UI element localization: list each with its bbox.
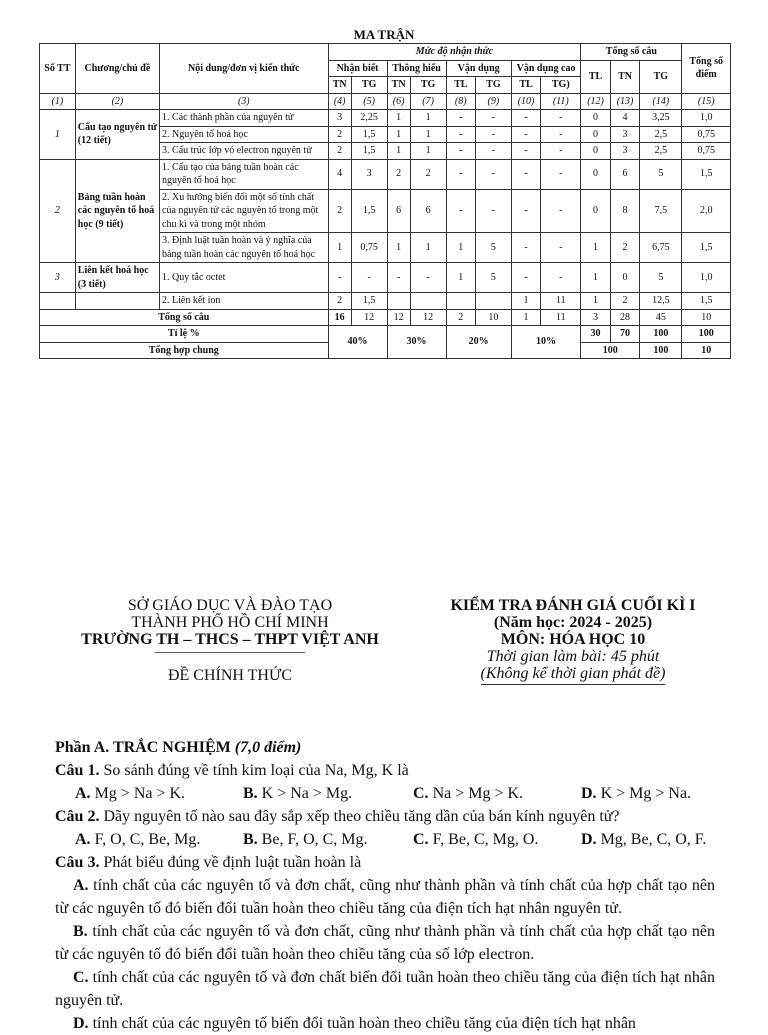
value-cell: 0 <box>581 110 610 127</box>
value-cell: - <box>541 233 581 263</box>
question-3: Câu 3. Phát biểu đúng về định luật tuần hoàn là <box>55 854 362 871</box>
option-b: B. tính chất của các nguyên tố và đơn chất, cũng như thành phần và tính chất của hợp chất tạo nên từ các nguyên tố đó biến đổi tuần hoàn theo chiều tăng của số lớp electron. <box>55 923 716 963</box>
value-cell: - <box>541 189 581 233</box>
exam-title: KIỂM TRA ĐÁNH GIÁ CUỐI KÌ I <box>450 597 696 614</box>
total-cell: 12 <box>410 309 446 326</box>
value-cell: 1 <box>328 233 351 263</box>
duration: Thời gian làm bài: 45 phút <box>486 648 660 665</box>
value-cell: - <box>446 110 475 127</box>
vd-tl-header: TL <box>446 77 475 94</box>
total-cell: 45 <box>640 309 682 326</box>
nhan-biet-header: Nhận biết <box>328 60 387 77</box>
th-tg-header: TG <box>410 77 446 94</box>
chapter-name: Cấu tạo nguyên tử (12 tiết) <box>75 110 159 160</box>
value-cell: - <box>541 143 581 160</box>
school-name: TRƯỜNG TH – THCS – THPT VIỆT ANH <box>81 631 379 648</box>
value-cell: 1 <box>387 126 410 143</box>
value-cell: 1,0 <box>682 263 731 293</box>
value-cell: 1,5 <box>682 159 731 189</box>
option-d: D. Mg, Be, C, O, F. <box>581 831 707 848</box>
header-row-1 <box>40 44 731 61</box>
value-cell: 1,0 <box>682 110 731 127</box>
total-cell: 11 <box>541 309 581 326</box>
value-cell: 0,75 <box>351 233 387 263</box>
col-number: (15) <box>682 93 731 110</box>
value-cell: 6 <box>387 189 410 233</box>
chapter-number: 3 <box>40 263 76 293</box>
value-cell: - <box>511 263 540 293</box>
ratio-cell: 70 <box>610 326 639 343</box>
th-tn-header: TN <box>387 77 410 94</box>
value-cell: 1 <box>410 233 446 263</box>
thong-hieu-header: Thông hiểu <box>387 60 446 77</box>
value-cell: 6 <box>610 159 639 189</box>
col-number: (10) <box>511 93 540 110</box>
value-cell: 2 <box>610 293 639 310</box>
value-cell: 0 <box>581 159 610 189</box>
department-name: SỞ GIÁO DỤC VÀ ĐÀO TẠO <box>127 597 333 614</box>
ratio-label: Tỉ lệ % <box>40 326 329 343</box>
chapter-name: Bảng tuần hoàn các nguyên tố hoá học (9 tiết) <box>75 159 159 263</box>
value-cell: 0,75 <box>682 126 731 143</box>
value-cell: 2 <box>387 159 410 189</box>
value-cell: 0 <box>581 126 610 143</box>
content-cell: 2. Xu hướng biến đổi một số tính chất của nguyên tử các nguyên tố trong một chu kì và trong một nhóm <box>160 189 329 233</box>
duration-note: (Không kể thời gian phát đề) <box>481 665 666 685</box>
total-cell: 10 <box>475 309 511 326</box>
option-d: D. K > Mg > Na. <box>581 785 692 802</box>
chuong-header: Chương/chủ đề <box>75 44 159 94</box>
total-cell: 10 <box>682 309 731 326</box>
ratio-cell: 100 <box>682 326 731 343</box>
option-c: C. F, Be, C, Mg, O. <box>413 831 539 848</box>
value-cell: 4 <box>328 159 351 189</box>
header-divider <box>155 652 305 653</box>
value-cell: 1,5 <box>351 126 387 143</box>
nb-tg-header: TG <box>351 77 387 94</box>
content-cell: 1. Quy tắc octet <box>160 263 329 293</box>
value-cell: 5 <box>640 159 682 189</box>
content-cell: 2. Liên kết ion <box>160 293 329 310</box>
empty-cell <box>40 293 76 310</box>
knowledge-matrix-table <box>39 43 731 359</box>
value-cell: - <box>446 143 475 160</box>
matrix-title: MA TRẬN <box>353 27 415 42</box>
column-number-row <box>40 93 731 110</box>
subject: MÔN: HÓA HỌC 10 <box>500 631 646 648</box>
ratio-row <box>40 326 731 343</box>
value-cell: 0 <box>581 143 610 160</box>
option-b: B. Be, F, O, C, Mg. <box>243 831 368 848</box>
school-year: (Năm học: 2024 - 2025) <box>493 614 653 631</box>
value-cell: 1 <box>410 110 446 127</box>
vd-tg-header: TG <box>475 77 511 94</box>
value-cell: 4 <box>610 110 639 127</box>
col-number: (13) <box>610 93 639 110</box>
option-d: D. tính chất của các nguyên tố biến đổi tuần hoàn theo chiều tăng của điện tích hạt nhân <box>73 1015 636 1032</box>
value-cell: 1 <box>410 126 446 143</box>
tl-total-header: TL <box>581 60 610 93</box>
van-dung-header: Vận dụng <box>446 60 511 77</box>
col-number: (11) <box>541 93 581 110</box>
value-cell: 8 <box>610 189 639 233</box>
col-number: (3) <box>160 93 329 110</box>
value-cell: 2 <box>328 126 351 143</box>
question-1-options <box>55 782 715 805</box>
value-cell: 1 <box>446 263 475 293</box>
value-cell: 0 <box>581 189 610 233</box>
value-cell: 2,0 <box>682 189 731 233</box>
value-cell: 2 <box>610 233 639 263</box>
value-cell: 1 <box>581 233 610 263</box>
col-number: (2) <box>75 93 159 110</box>
total-cell: 1 <box>511 309 540 326</box>
total-row <box>40 309 731 326</box>
col-number: (7) <box>410 93 446 110</box>
value-cell: - <box>351 263 387 293</box>
empty-cell <box>75 293 159 310</box>
option-c: C. tính chất của các nguyên tố và đơn chất biến đổi tuần hoàn theo chiều tăng của điện tích hạt nhân nguyên tử. <box>55 969 716 1009</box>
value-cell: 1 <box>410 143 446 160</box>
ratio-van-dung: 20% <box>446 326 511 359</box>
vdc-tl-header: TL <box>511 77 540 94</box>
col-number: (6) <box>387 93 410 110</box>
ratio-thong-hieu: 30% <box>387 326 446 359</box>
value-cell: 0,75 <box>682 143 731 160</box>
general-cell: 100 <box>640 342 682 359</box>
value-cell: 1 <box>387 143 410 160</box>
total-cell: 12 <box>351 309 387 326</box>
ratio-nhan-biet: 40% <box>328 326 387 359</box>
value-cell: - <box>475 126 511 143</box>
value-cell: 3 <box>328 110 351 127</box>
value-cell: - <box>446 189 475 233</box>
total-label: Tổng số câu <box>40 309 329 326</box>
col-number: (4) <box>328 93 351 110</box>
value-cell: - <box>511 143 540 160</box>
value-cell: - <box>475 110 511 127</box>
total-cell: 16 <box>328 309 351 326</box>
van-dung-cao-header: Vận dụng cao <box>511 60 581 77</box>
value-cell: - <box>541 126 581 143</box>
value-cell: - <box>475 143 511 160</box>
value-cell: 2,25 <box>351 110 387 127</box>
value-cell: 1,5 <box>682 293 731 310</box>
section-title: Phần A. TRẮC NGHIỆM (7,0 điểm) <box>55 739 302 756</box>
total-cell: 12 <box>387 309 410 326</box>
tg-total-header: TG <box>640 60 682 93</box>
value-cell: - <box>541 263 581 293</box>
chapter-number: 1 <box>40 110 76 160</box>
official-exam-label: ĐỀ CHÍNH THỨC <box>167 667 293 684</box>
exam-body <box>55 736 715 1035</box>
chapter-number: 2 <box>40 159 76 263</box>
school-header <box>60 597 400 684</box>
value-cell: - <box>511 126 540 143</box>
value-cell <box>410 293 446 310</box>
content-cell: 3. Cấu trúc lớp vỏ electron nguyên tử <box>160 143 329 160</box>
value-cell: 1 <box>387 233 410 263</box>
value-cell: 11 <box>541 293 581 310</box>
value-cell: 1 <box>387 110 410 127</box>
col-number: (12) <box>581 93 610 110</box>
content-cell: 1. Các thành phần của nguyên tử <box>160 110 329 127</box>
col-number: (1) <box>40 93 76 110</box>
city-name: THÀNH PHỐ HỒ CHÍ MINH <box>131 614 329 631</box>
value-cell: 5 <box>475 233 511 263</box>
content-cell: 2. Nguyên tố hoá học <box>160 126 329 143</box>
option-c: C. Na > Mg > K. <box>413 785 524 802</box>
table-row <box>40 110 731 127</box>
tn-total-header: TN <box>610 60 639 93</box>
value-cell: 12,5 <box>640 293 682 310</box>
table-row <box>40 159 731 189</box>
value-cell: 0 <box>610 263 639 293</box>
vdc-tg-header: TG) <box>541 77 581 94</box>
value-cell: 1 <box>581 263 610 293</box>
value-cell: 7,5 <box>640 189 682 233</box>
value-cell: - <box>511 233 540 263</box>
value-cell: - <box>328 263 351 293</box>
tong-so-cau-header: Tổng số câu <box>581 44 682 61</box>
value-cell: - <box>541 159 581 189</box>
value-cell: 1 <box>446 233 475 263</box>
value-cell: 1 <box>581 293 610 310</box>
value-cell: 1,5 <box>682 233 731 263</box>
ratio-cell: 30 <box>581 326 610 343</box>
exam-title-block <box>408 597 738 685</box>
total-cell: 3 <box>581 309 610 326</box>
value-cell: 6,75 <box>640 233 682 263</box>
total-cell: 28 <box>610 309 639 326</box>
value-cell <box>475 293 511 310</box>
value-cell: - <box>511 159 540 189</box>
value-cell: 5 <box>640 263 682 293</box>
value-cell <box>387 293 410 310</box>
value-cell: 2,5 <box>640 143 682 160</box>
option-b: B. K > Na > Mg. <box>243 785 353 802</box>
value-cell: 2 <box>410 159 446 189</box>
nb-tn-header: TN <box>328 77 351 94</box>
value-cell: 3,25 <box>640 110 682 127</box>
value-cell: 2,5 <box>640 126 682 143</box>
ratio-cell: 100 <box>640 326 682 343</box>
col-number: (9) <box>475 93 511 110</box>
question-2: Câu 2. Dãy nguyên tố nào sau đây sắp xếp theo chiều tăng dần của bán kính nguyên tử? <box>55 808 620 825</box>
noi-dung-header: Nội dung/đơn vị kiến thức <box>160 44 329 94</box>
chapter-name: Liên kết hoá học (3 tiết) <box>75 263 159 293</box>
value-cell: - <box>475 159 511 189</box>
question-1: Câu 1. So sánh đúng về tính kim loại của Na, Mg, K là <box>55 762 409 779</box>
col-number: (5) <box>351 93 387 110</box>
value-cell: 1,5 <box>351 293 387 310</box>
general-cell: 100 <box>581 342 640 359</box>
value-cell: - <box>446 159 475 189</box>
value-cell: 2 <box>328 143 351 160</box>
value-cell: 3 <box>351 159 387 189</box>
col-number: (14) <box>640 93 682 110</box>
value-cell: - <box>387 263 410 293</box>
value-cell: 2 <box>328 189 351 233</box>
value-cell: - <box>475 189 511 233</box>
content-cell: 1. Cấu tạo của bảng tuần hoàn các nguyên tố hoá học <box>160 159 329 189</box>
value-cell: 1,5 <box>351 143 387 160</box>
option-a: A. F, O, C, Be, Mg. <box>75 831 201 848</box>
value-cell <box>446 293 475 310</box>
ratio-van-dung-cao: 10% <box>511 326 581 359</box>
value-cell: - <box>511 110 540 127</box>
value-cell: - <box>410 263 446 293</box>
question-2-options <box>55 828 715 851</box>
content-cell: 3. Định luật tuần hoàn và ý nghĩa của bảng tuần hoàn các nguyên tố hoá học <box>160 233 329 263</box>
value-cell: 2 <box>328 293 351 310</box>
value-cell: 1,5 <box>351 189 387 233</box>
value-cell: - <box>511 189 540 233</box>
value-cell: 1 <box>511 293 540 310</box>
muc-do-header: Mức độ nhận thức <box>328 44 581 61</box>
value-cell: - <box>446 126 475 143</box>
option-a: A. Mg > Na > K. <box>75 785 186 802</box>
table-row <box>40 293 731 310</box>
value-cell: 3 <box>610 143 639 160</box>
value-cell: 5 <box>475 263 511 293</box>
value-cell: - <box>541 110 581 127</box>
option-a: A. tính chất của các nguyên tố và đơn chất, cũng như thành phần và tính chất của hợp chất tạo nên từ các nguyên tố đó biến đổi tuần hoàn theo chiều tăng của điện tích hạt nhân nguyên tử. <box>55 877 716 917</box>
so-tt-header: Số TT <box>40 44 76 94</box>
total-cell: 2 <box>446 309 475 326</box>
table-row <box>40 263 731 293</box>
value-cell: 3 <box>610 126 639 143</box>
tong-so-diem-header: Tổng số điểm <box>682 44 731 94</box>
general-cell: 10 <box>682 342 731 359</box>
col-number: (8) <box>446 93 475 110</box>
value-cell: 6 <box>410 189 446 233</box>
general-label: Tổng hợp chung <box>40 342 329 359</box>
